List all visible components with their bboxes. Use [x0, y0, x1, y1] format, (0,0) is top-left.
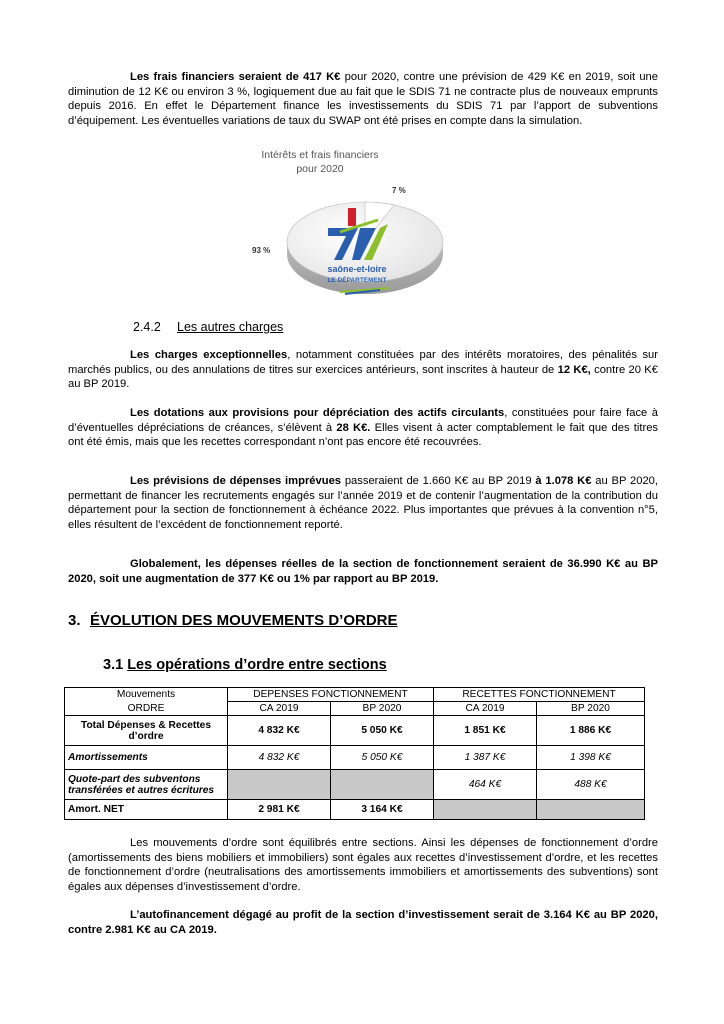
table-subheader-row	[65, 702, 645, 716]
paragraph-charges-exceptionnelles: Les charges exceptionnelles, notamment constituées par des intérêts moratoires, des pénalités sur marchés publics, ou des annulations de titres sur exercices antérieurs, sont inscrites à hauteur de 12 K€, contre 20 K€ au BP 2019.	[68, 349, 658, 391]
bold-lead: Les frais financiers seraient de 417 K€	[130, 71, 341, 83]
col-header: BP 2020	[537, 702, 645, 716]
table-cell-empty	[537, 800, 645, 820]
paragraph-mouvements-ordre: Les mouvements d’ordre sont équilibrés entre sections. Ainsi les dépenses de fonctionnement d’ordre (amortissements des biens mobiliers et immobiliers) sont égales aux recettes d’investissement d’ordre, et les recettes de fonctionnement d’ordre (neutralisations des amortissements immobiliers et amortissements des subventions) sont égales aux dépenses d’investissement d’ordre.	[68, 837, 658, 893]
group-recettes: RECETTES FONCTIONNEMENT	[434, 688, 645, 702]
table-cell-empty	[331, 770, 434, 800]
table-row	[65, 716, 645, 746]
heading-3-1: 3.1 Les opérations d’ordre entre sections	[103, 657, 387, 673]
table-row	[65, 770, 645, 800]
table-cell: 5 050 K€	[331, 746, 434, 770]
table-row	[65, 800, 645, 820]
table-cell: 1 851 K€	[434, 716, 537, 746]
row-label: Amort. NET	[65, 800, 228, 820]
table-header-row	[65, 688, 645, 702]
table-cell: 1 387 K€	[434, 746, 537, 770]
paragraph-dotations: Les dotations aux provisions pour dépréciation des actifs circulants, constituées pour faire face à d’éventuelles dépréciations de créances, s’élèvent à 28 K€. Elles visent à acter comptablement le fait que des titres ont été émis, mais que les recettes correspondant n’ont pas encore été recouvrées.	[68, 407, 659, 449]
paragraph-autofinancement: L’autofinancement dégagé au profit de la section d’investissement serait de 3.164 K€ au BP 2020, contre 2.981 K€ au CA 2019.	[68, 909, 658, 936]
table-cell-empty	[228, 770, 331, 800]
table-cell: 4 832 K€	[228, 716, 331, 746]
group-depenses: DEPENSES FONCTIONNEMENT	[228, 688, 434, 702]
logo-text-1: saône-et-loire	[327, 264, 387, 274]
corner-cell-2: ORDRE	[65, 702, 228, 716]
pie-graphic	[230, 148, 460, 303]
pie-chart	[230, 148, 460, 303]
table-cell: 464 K€	[434, 770, 537, 800]
table-cell: 5 050 K€	[331, 716, 434, 746]
table-cell: 488 K€	[537, 770, 645, 800]
logo-text-2: LE DÉPARTEMENT	[327, 277, 387, 284]
table-cell-empty	[434, 800, 537, 820]
label-large-slice: 93 %	[252, 246, 271, 255]
paragraph-depenses-imprevues: Les prévisions de dépenses imprévues passeraient de 1.660 K€ au BP 2019 à 1.078 K€ au BP 2020, permettant de financer les recrutements engagés sur l’année 2019 et de contenir l’augmentation de la contribution du département pour la section de fonctionnement à échéance 2022. Plus importantes que prévues à la convention n°5, elles résultent de l’excédent de fonctionnement reporté.	[68, 475, 658, 531]
table-cell: 1 886 K€	[537, 716, 645, 746]
table-cell: 1 398 K€	[537, 746, 645, 770]
table-cell: 3 164 K€	[331, 800, 434, 820]
col-header: BP 2020	[331, 702, 434, 716]
corner-cell: Mouvements	[65, 688, 228, 702]
row-label: Amortissements	[65, 746, 228, 770]
chart-title: Intérêts et frais financiers pour 2020	[261, 149, 379, 175]
heading-3: 3. ÉVOLUTION DES MOUVEMENTS D’ORDRE	[68, 612, 398, 629]
table-cell: 4 832 K€	[228, 746, 331, 770]
col-header: CA 2019	[228, 702, 331, 716]
label-small-slice: 7 %	[392, 186, 406, 195]
paragraph-globalement: Globalement, les dépenses réelles de la section de fonctionnement seraient de 36.990 K€ au BP 2020, soit une augmentation de 377 K€ ou 1% par rapport au BP 2019.	[68, 558, 658, 585]
heading-2-4-2: 2.4.2 Les autres charges	[133, 320, 284, 334]
row-label: Quote-part des subventons transférées et autres écritures	[65, 770, 228, 800]
row-label: Total Dépenses & Recettes d’ordre	[65, 716, 228, 746]
table-cell: 2 981 K€	[228, 800, 331, 820]
table-row	[65, 746, 645, 770]
col-header: CA 2019	[434, 702, 537, 716]
ordre-table	[64, 687, 645, 820]
paragraph-frais-financiers: Les frais financiers seraient de 417 K€ pour 2020, contre une prévision de 429 K€ en 2019, soit une diminution de 12 K€ ou environ 3 %, logiquement due au fait que le SDIS 71 ne contracte plus de nouveaux emprunts depuis 2016. En effet le Département finance les investissements du SDIS 71 par l’apport de subventions d’équipement. Les éventuelles variations de taux du SWAP ont été prises en compte dans la simulation.	[68, 71, 659, 127]
